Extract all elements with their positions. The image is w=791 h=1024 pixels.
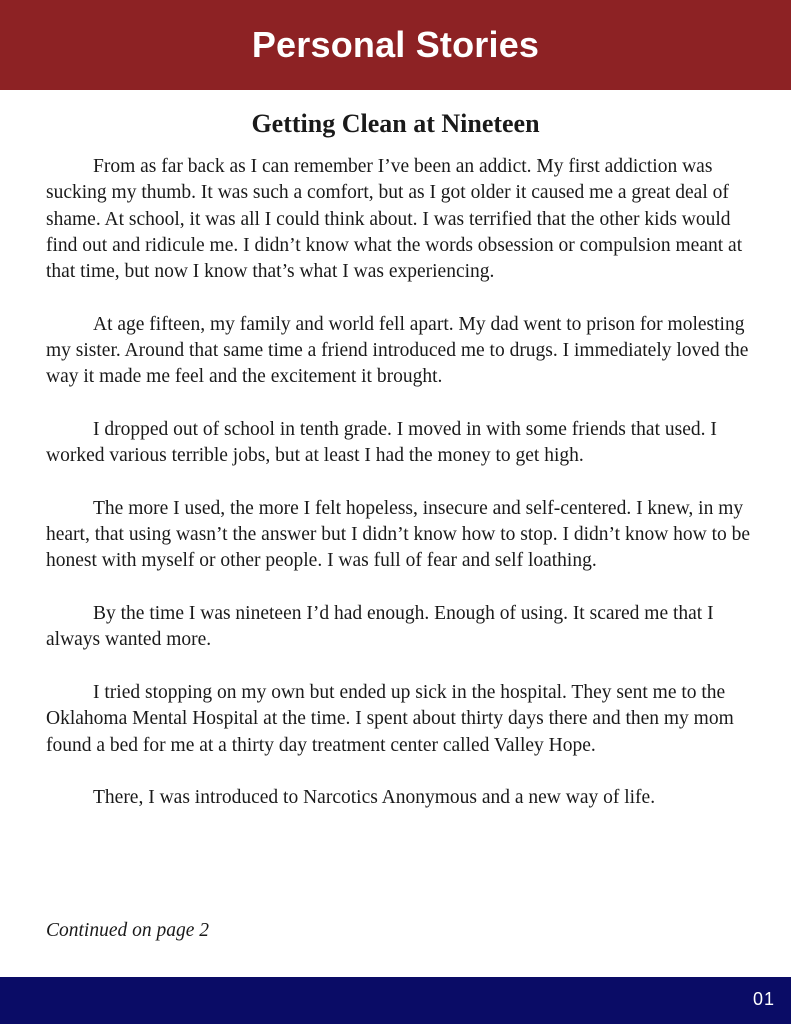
page-number: 01 xyxy=(752,989,775,1009)
section-title: Personal Stories xyxy=(251,24,540,65)
story-paragraph: There, I was introduced to Narcotics Anonymous and a new way of life. xyxy=(93,787,656,809)
header-banner xyxy=(0,0,791,90)
story-paragraph: From as far back as I can remember I’ve been an addict. My first addiction was sucking my thumb. It was such a comfort, but as I got older it caused me a great deal of shame. At school, it was all I could think about. I was terrified that the other kids would find out and ridicule me. I didn’t know what the words obsession or compulsion meant at that time, but now I know that’s what I was experiencing. xyxy=(46,156,743,283)
footer-bar xyxy=(0,977,791,1024)
story-paragraph: I tried stopping on my own but ended up sick in the hospital. They sent me to the Oklahoma Mental Hospital at the time. I spent about thirty days there and then my mom found a bed for me at a thirty day treatment center called Valley Hope. xyxy=(46,681,734,756)
story-paragraph: At age fifteen, my family and world fell apart. My dad went to prison for molesting my sister. Around that same time a friend introduced me to drugs. I immediately loved the way it made me feel and the excitement it brought. xyxy=(46,313,749,388)
story-title: Getting Clean at Nineteen xyxy=(251,109,540,138)
continued-note: Continued on page 2 xyxy=(46,920,210,941)
story-paragraph: I dropped out of school in tenth grade. I moved in with some friends that used. I worked various terrible jobs, but at least I had the money to get high. xyxy=(46,418,717,467)
story-paragraph: The more I used, the more I felt hopeless, insecure and self-centered. I knew, in my heart, that using wasn’t the answer but I didn’t know how to stop. I didn’t know how to be honest with myself or other people. I was full of fear and self loathing. xyxy=(46,497,751,572)
story-body xyxy=(46,154,752,838)
story-paragraph: By the time I was nineteen I’d had enough. Enough of using. It scared me that I always wanted more. xyxy=(46,603,714,651)
